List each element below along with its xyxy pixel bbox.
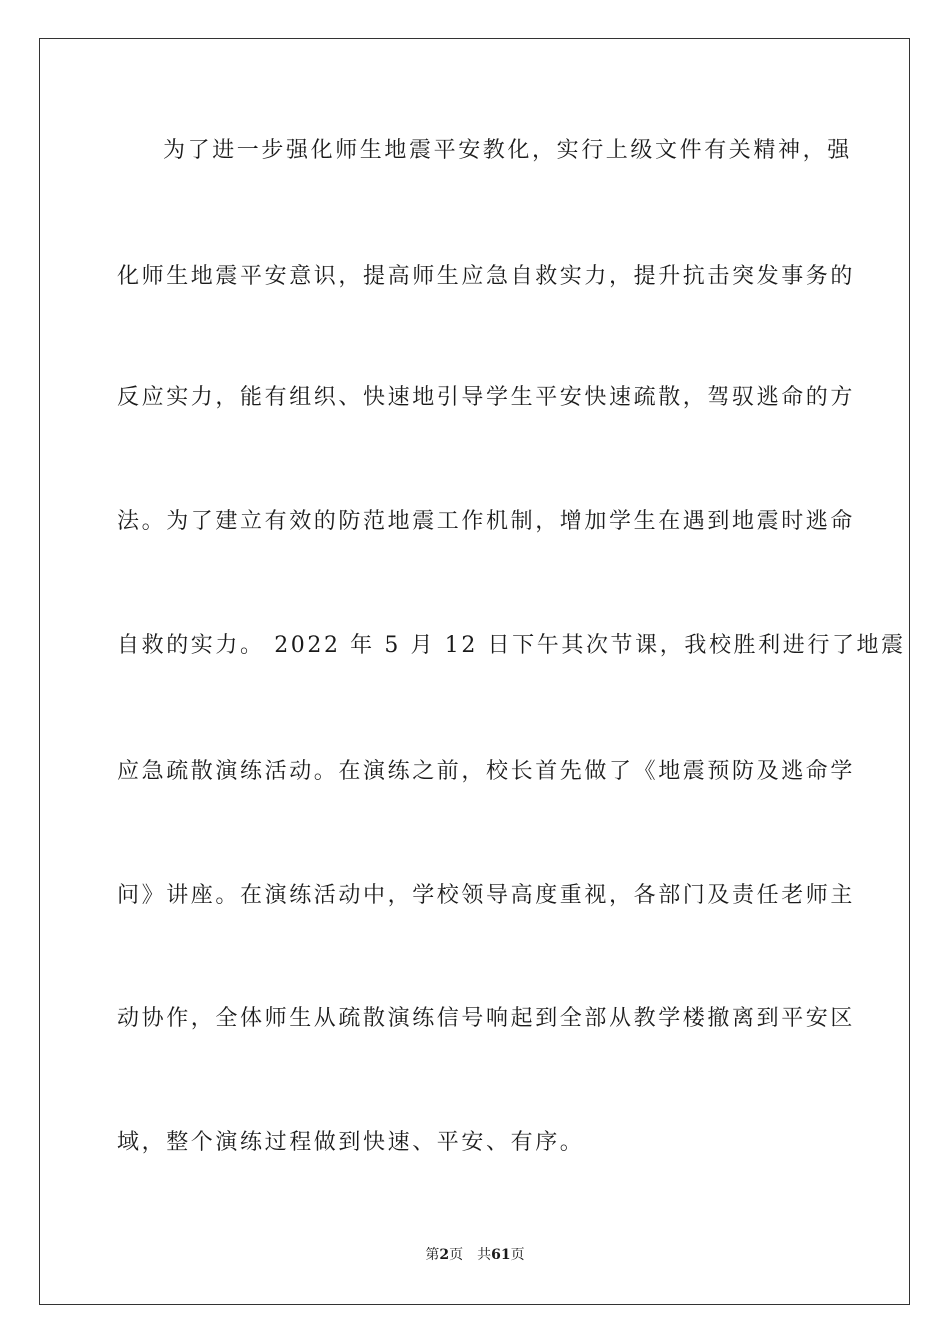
- text-line-5: 自救的实力。 2022 年 5 月 12 日下午其次节课，我校胜利进行了地震: [117, 633, 906, 658]
- page-number: 2: [439, 1247, 450, 1263]
- text-line-2: 化师生地震平安意识，提高师生应急自救实力，提升抗击突发事务的: [117, 264, 856, 289]
- text-line-9: 域，整个演练过程做到快速、平安、有序。: [117, 1130, 585, 1155]
- page-prefix: 第: [425, 1247, 440, 1263]
- total-pages: 61: [491, 1247, 511, 1263]
- text-line-4: 法。为了建立有效的防范地震工作机制，增加学生在遇到地震时逃命: [117, 509, 856, 534]
- text-line-3: 反应实力，能有组织、快速地引导学生平安快速疏散，驾驭逃命的方: [117, 385, 856, 410]
- text-line-6: 应急疏散演练活动。在演练之前，校长首先做了《地震预防及逃命学: [117, 759, 856, 784]
- page-suffix: 页: [449, 1247, 464, 1263]
- text-line-8: 动协作，全体师生从疏散演练信号响起到全部从教学楼撤离到平安区: [117, 1006, 856, 1031]
- page-frame: [39, 38, 910, 1305]
- text-line-1: 为了进一步强化师生地震平安教化，实行上级文件有关精神，强: [163, 138, 852, 163]
- total-suffix: 页: [510, 1247, 525, 1263]
- page-footer: [0, 1246, 950, 1264]
- text-line-7: 问》讲座。在演练活动中，学校领导高度重视，各部门及责任老师主: [117, 883, 856, 908]
- total-prefix: 共: [477, 1247, 492, 1263]
